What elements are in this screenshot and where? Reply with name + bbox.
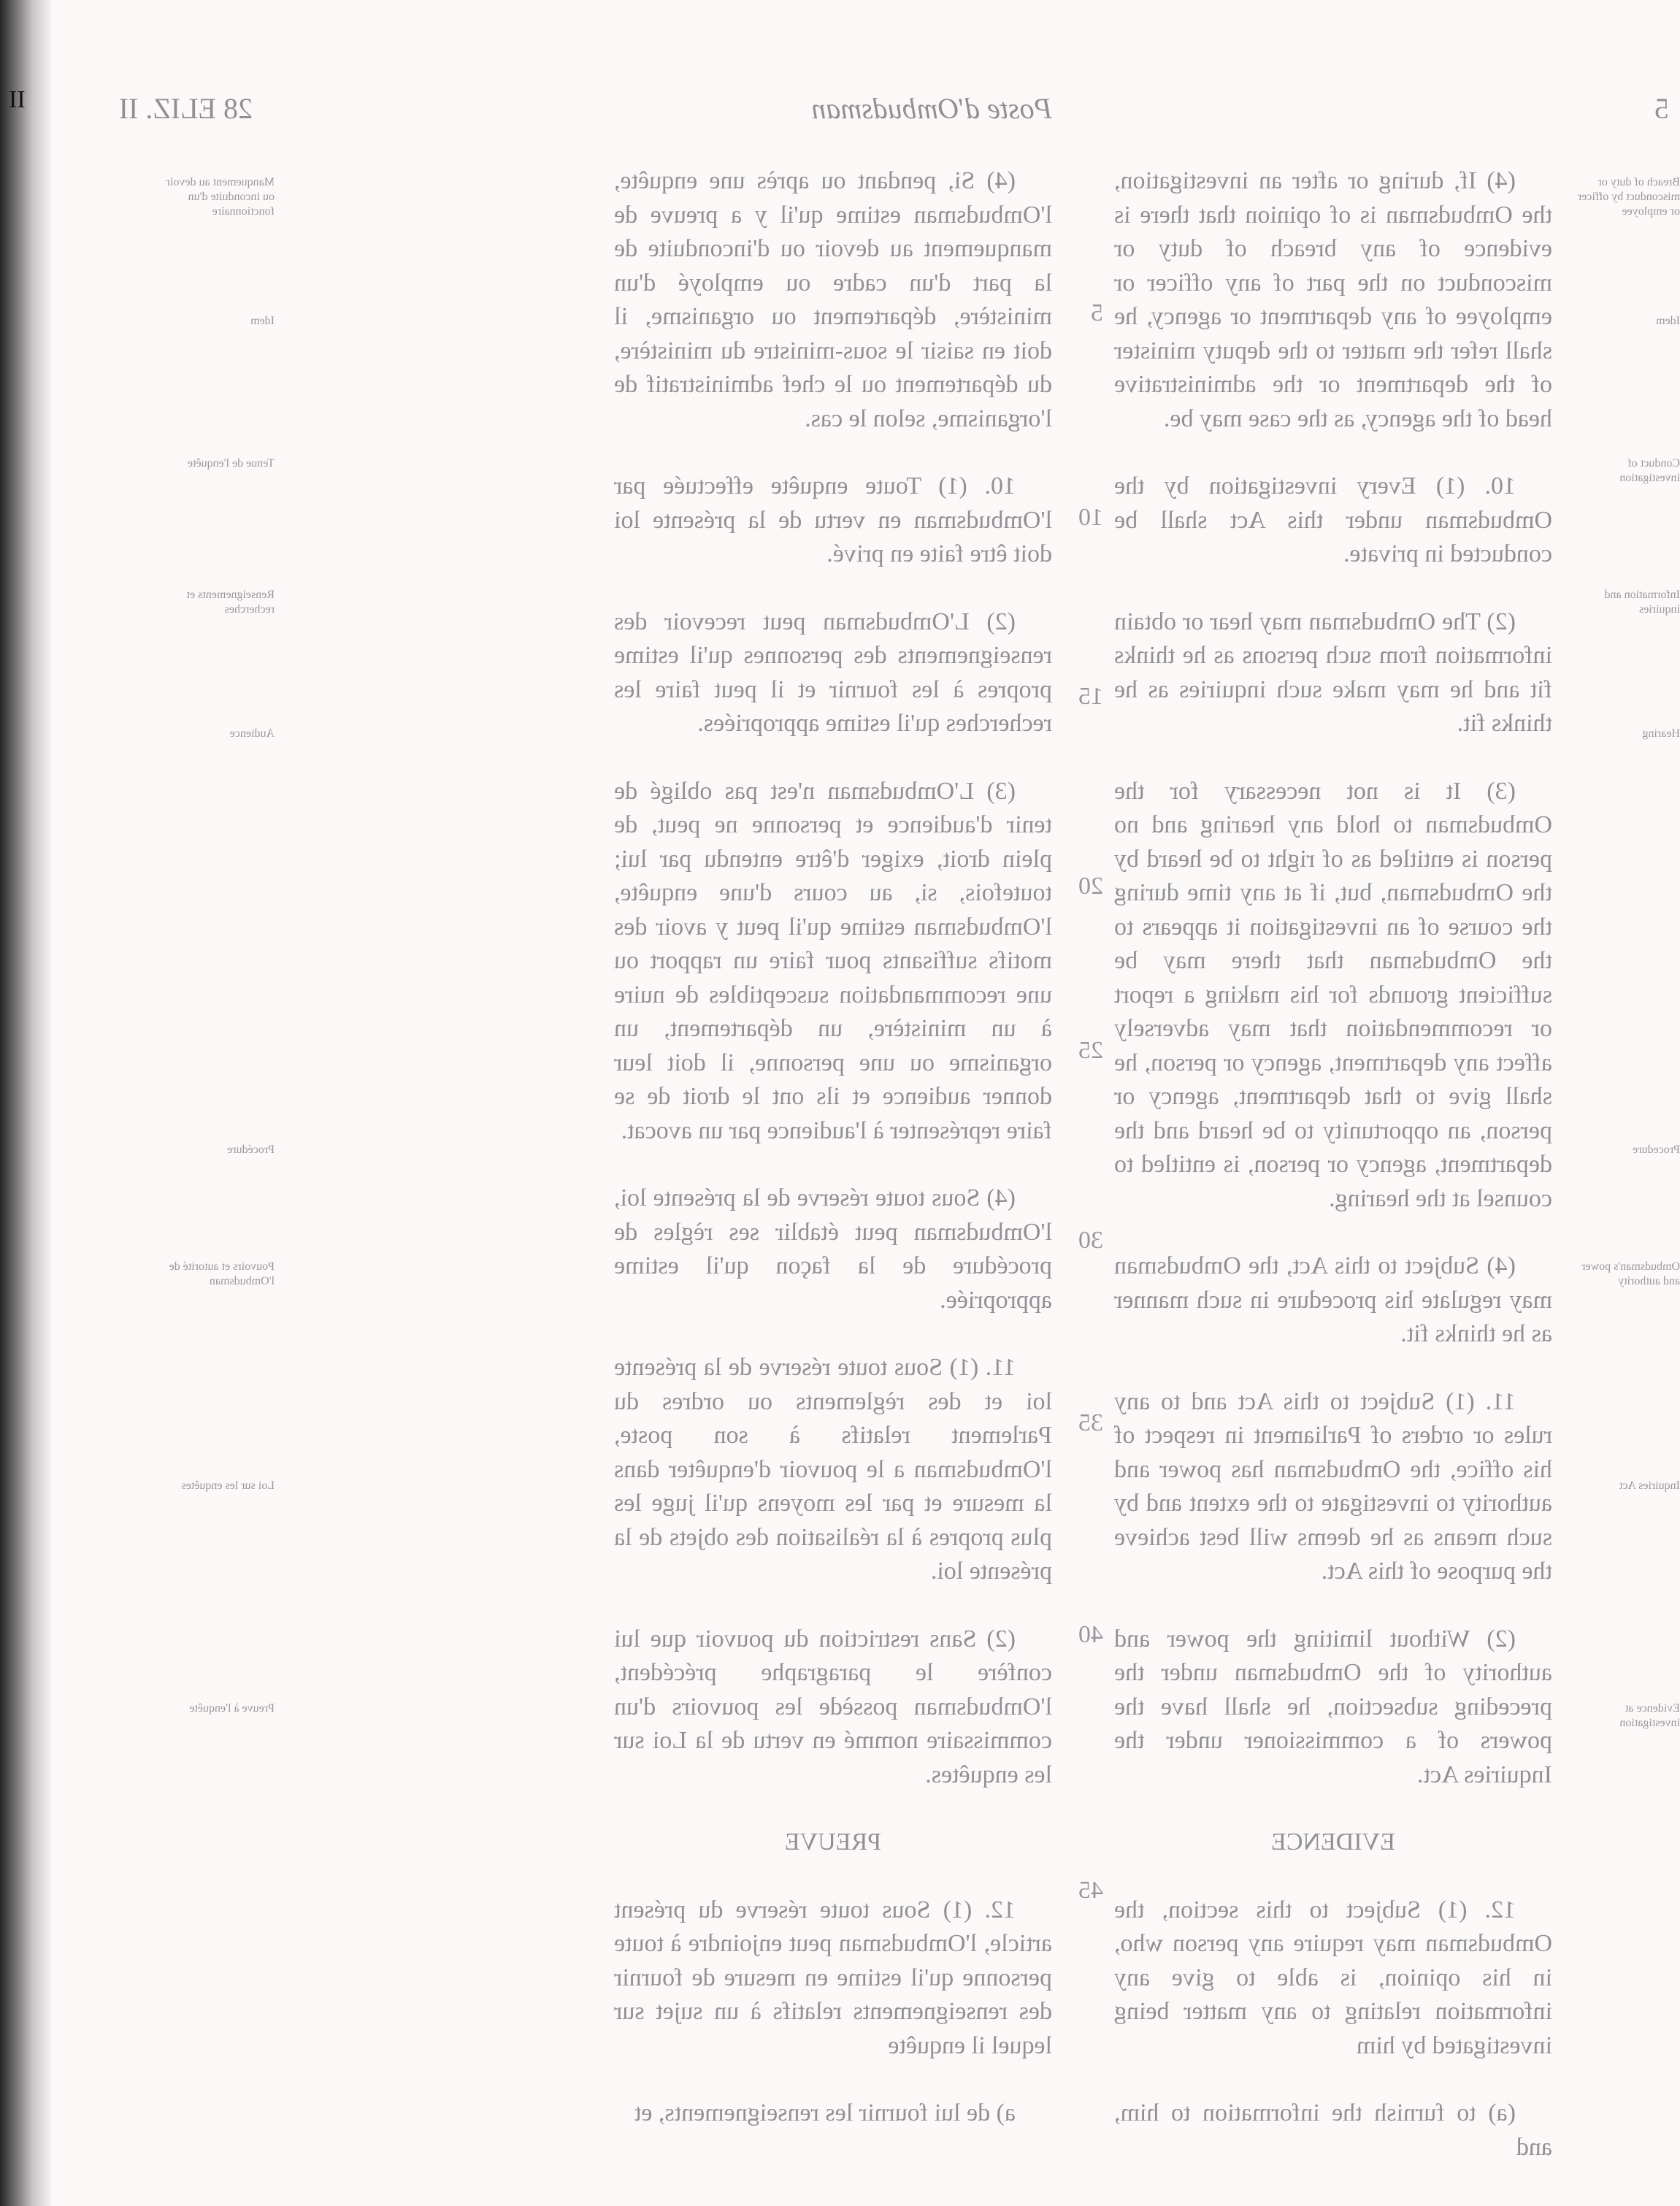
paragraph: (4) Si, pendant ou après une enquête, l'Ombudsman estime qu'il y a preuve de manquement au devoir ou d'inconduite de la part d'un cadre ou employé d'un ministère, département ou organisme, il doit en saisir le sous-ministre du ministère, du département ou le chef administratif de l'organisme, selon le cas. <box>614 167 1052 432</box>
book-spine-shadow <box>0 0 51 2206</box>
margin-note: Inquiries Act <box>1619 1479 1680 1492</box>
margin-note: Audience <box>229 727 275 740</box>
margin-note: Idem <box>1656 315 1680 327</box>
paragraph: (2) Sans restriction du pouvoir que lui confère le paragraphe précédent, l'Ombudsman possède les pouvoirs d'un commissaire nommé en vertu de la Loi sur les enquêtes. <box>614 1625 1052 1788</box>
line-number: 30 <box>1078 1227 1103 1254</box>
margin-note: Manquement au devoir ou inconduite d'un fonctionnaire <box>166 176 275 218</box>
margin-note: Procedure <box>1633 1144 1680 1156</box>
line-number: 15 <box>1078 683 1103 710</box>
chapter-reference: 28 ELIZ. II <box>118 92 253 125</box>
margin-note: Information and inquiries <box>1604 589 1680 616</box>
margin-note: Tenue de l'enquête <box>187 457 275 470</box>
margin-note: Hearing <box>1642 727 1680 740</box>
paragraph: a) de lui fournir les renseignements, et <box>634 2099 1016 2126</box>
paragraph: (2) Without limiting the power and authority of the Ombudsman under the preceding subsection, he shall have the powers of a commissioner under the Inquiries Act. <box>1114 1625 1552 1788</box>
margin-note: Loi sur les enquêtes <box>181 1479 275 1492</box>
margin-note: Ombudsman's power and authority <box>1581 1260 1680 1287</box>
line-number: 5 <box>1091 299 1103 326</box>
line-number: 20 <box>1078 873 1103 900</box>
paragraph: 10. (1) Every investigation by the Ombudsman under this Act shall be conducted in private. <box>1114 472 1552 567</box>
paragraph: 11. (1) Subject to this Act and to any rules or orders of Parliament in respect of his office, the Ombudsman has power and authority to investigate to the extent and by such means as he deems will best achieve the purpose of this Act. <box>1114 1387 1552 1585</box>
margin-note: Evidence at investigation <box>1619 1702 1680 1729</box>
margin-note: Preuve à l'enquête <box>189 1702 275 1715</box>
line-number: 35 <box>1078 1409 1103 1436</box>
line-number: 40 <box>1078 1621 1103 1648</box>
paragraph: (3) L'Ombudsman n'est pas obligé de tenir d'audience et personne ne peut, de plein droit, exiger d'être entendu par lui; toutefois, si, au cours d'une enquête, l'Ombudsman estime qu'il peut y avoir des motifs suffisants pour faire un rapport ou une recommandation susceptibles de nuire à un ministère, un département, un organisme ou une personne, il doit leur donner audience et ils ont le droit de se faire représenter à l'audience par un avocat. <box>614 777 1052 1144</box>
paragraph: (2) L'Ombudsman peut recevoir des renseignements des personnes qu'il estime propres à les fournir et il peut faire les recherches qu'il estime appropriées. <box>614 608 1052 737</box>
paragraph: (2) The Ombudsman may hear or obtain information from such persons as he thinks fit and he may make such inquiries as he thinks fit. <box>1114 608 1552 737</box>
margin-note: Conduct of investigation <box>1619 457 1680 484</box>
show-through-page <box>51 0 1680 2206</box>
paragraph: 12. (1) Subject to this section, the Ombudsman may require any person who, in his opinion, is able to give any information relating to any matter being investigated by him <box>1114 1896 1552 2059</box>
margin-note: Idem <box>250 315 275 327</box>
section-heading: PREUVE <box>784 1828 882 1855</box>
paragraph: (4) Subject to this Act, the Ombudsman may regulate his procedure in such manner as he thinks fit. <box>1114 1252 1552 1347</box>
line-number: 10 <box>1078 504 1103 531</box>
paragraph: 10. (1) Toute enquête effectuée par l'Ombudsman en vertu de la présente loi doit être faite en privé. <box>614 472 1052 567</box>
paragraph: (3) It is not necessary for the Ombudsman to hold any hearing and no person is entitled as of right to be heard by the Ombudsman, but, if at any time during the course of an investigation it appears to the Ombudsman that there may be sufficient grounds for his making a report or recommendation that may adversely affect any department, agency or person, he shall give to that department, agency or person, an opportunity to be heard and the department, agency or person, is entitled to counsel at the hearing. <box>1114 777 1552 1212</box>
paragraph: (a) to furnish the information to him, and <box>1114 2099 1552 2161</box>
paragraph: 12. (1) Sous toute réserve du présent article, l'Ombudsman peut enjoindre à toute personne qu'il estime en mesure de fournir des renseignements relatifs à un sujet sur lequel il enquête <box>614 1896 1052 2059</box>
paragraph: 11. (1) Sous toute réserve de la présente loi et des règlements ou ordres du Parlement relatifs à son poste, l'Ombudsman a le pouvoir d'enquêter dans la mesure et par les moyens qu'il juge les plus propres à la réalisation des objets de la présente loi. <box>614 1354 1052 1585</box>
spine-mark: II <box>9 86 26 113</box>
french-column <box>614 164 1052 2164</box>
margin-note: Renseignements et recherches <box>186 589 275 616</box>
margin-note: Breach of duty or misconduct by officer or employee <box>1577 176 1680 218</box>
line-number: 25 <box>1078 1037 1103 1064</box>
paragraph: (4) If, during or after an investigation, the Ombudsman is of opinion that there is evidence of any breach of duty or misconduct on the part of any officer or employee of any department or agency, he shall refer the matter to the deputy minister of the department or the administrative head of the agency, as the case may be. <box>1114 167 1552 432</box>
paragraph: (4) Sous toute réserve de la présente loi, l'Ombudsman peut établir ses règles de procédure de la façon qu'il estime appropriée. <box>614 1184 1052 1314</box>
line-number: 45 <box>1078 1877 1103 1904</box>
running-title: Poste d'Ombudsman <box>811 92 1052 125</box>
english-column <box>1114 164 1552 2198</box>
section-heading: EVIDENCE <box>1271 1828 1395 1855</box>
margin-note: Procédure <box>227 1144 275 1156</box>
page-number: 5 <box>1654 92 1669 125</box>
margin-note: Pouvoirs et autorité de l'Ombudsman <box>169 1260 275 1287</box>
